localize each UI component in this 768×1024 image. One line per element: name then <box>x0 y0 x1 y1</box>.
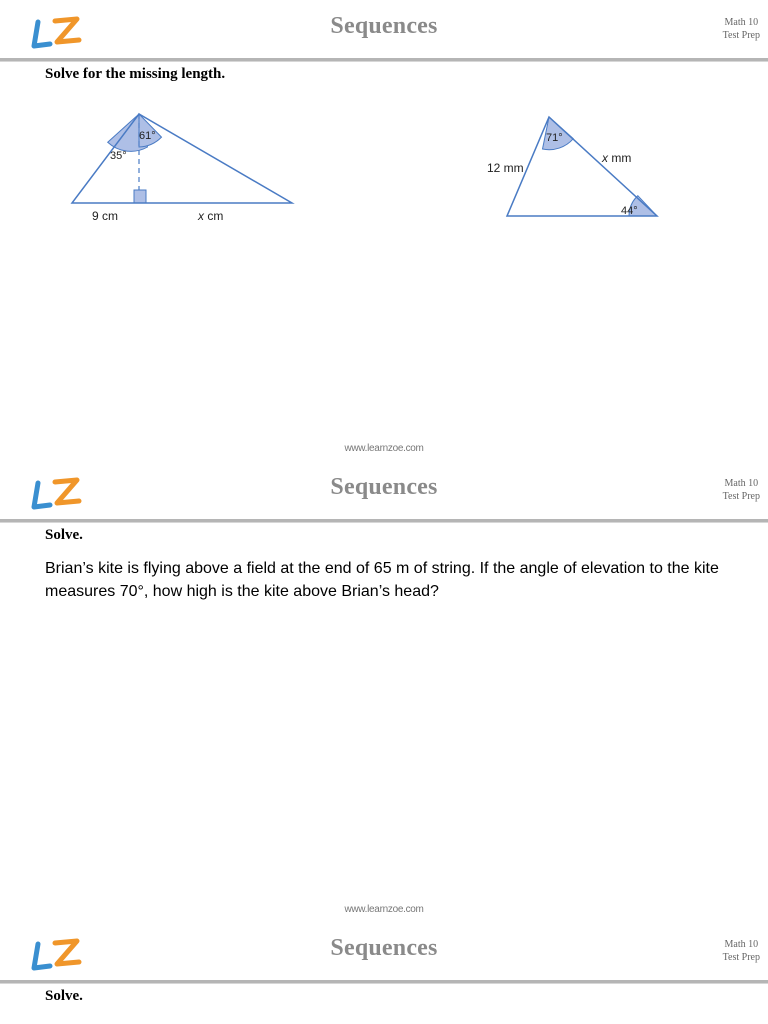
course-subtitle: Test Prep <box>722 491 760 502</box>
question-heading: Solve for the missing length. <box>45 66 226 82</box>
course-name: Math 10 <box>724 939 759 950</box>
course-label <box>723 938 760 964</box>
course-subtitle: Test Prep <box>722 952 760 963</box>
side-label-12mm: 12 mm <box>487 161 524 175</box>
header-rule <box>0 58 768 62</box>
triangle-outline-left <box>72 114 292 203</box>
base-label-9cm: 9 cm <box>92 209 119 223</box>
problem-text: Brian’s kite is flying above a field at the end of 65 m of string. If the angle of elevation to the kite measures 70°, how high is the kite above Brian’s head? <box>45 560 719 600</box>
question-heading: Solve. <box>45 988 83 1004</box>
angle-arc-61 <box>139 114 162 147</box>
angle-text-61: 61° <box>139 130 156 142</box>
angle-text-71: 71° <box>546 132 563 144</box>
worksheet-page-3 <box>0 922 768 1024</box>
page-title: Sequences <box>330 935 438 961</box>
worksheet-page-2 <box>0 461 768 922</box>
side-label-xmm: x mm <box>602 151 632 165</box>
angle-text-44: 44° <box>621 205 638 217</box>
footer-url: www.learnzoe.com <box>344 904 424 915</box>
base-label-xcm: x cm <box>198 209 224 223</box>
course-label <box>723 477 760 503</box>
course-name: Math 10 <box>724 17 759 28</box>
footer-url: www.learnzoe.com <box>344 443 424 454</box>
triangle-figure-right <box>480 110 670 230</box>
header-rule <box>0 519 768 523</box>
course-name: Math 10 <box>724 478 759 489</box>
triangle-figure-left <box>60 104 310 229</box>
page-title: Sequences <box>330 474 438 500</box>
header-rule <box>0 980 768 984</box>
angle-text-35: 35° <box>110 150 127 162</box>
question-heading: Solve. <box>45 527 83 543</box>
page-title: Sequences <box>330 13 438 39</box>
course-label <box>723 16 760 42</box>
right-angle-mark <box>134 190 146 203</box>
worksheet-page-1 <box>0 0 768 461</box>
course-subtitle: Test Prep <box>722 30 760 41</box>
